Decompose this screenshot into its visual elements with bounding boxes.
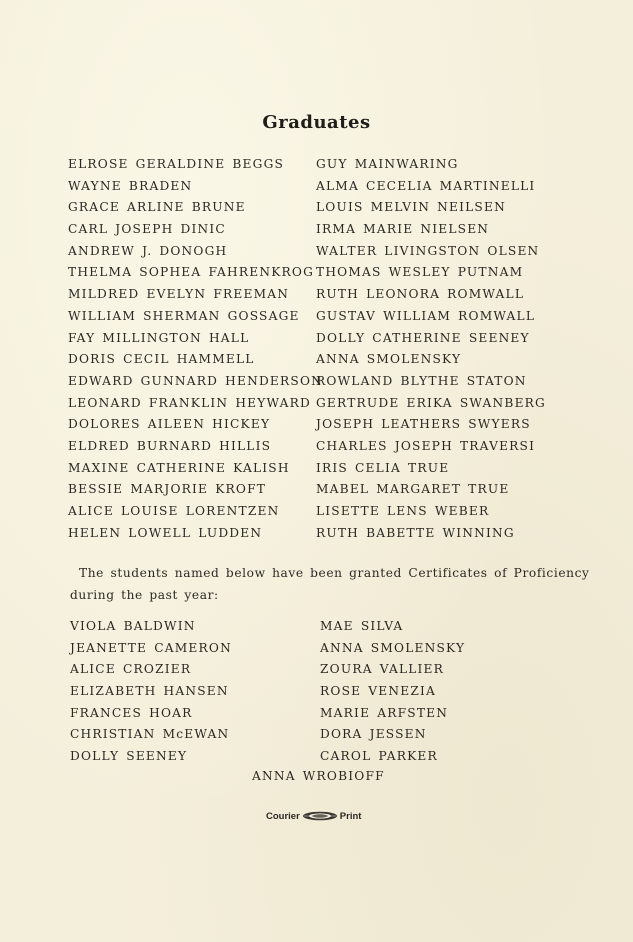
graduate-name: GERTRUDE ERIKA SWANBERG <box>316 395 546 410</box>
graduate-name: FAY MILLINGTON HALL <box>68 330 250 345</box>
certificate-name: ZOURA VALLIER <box>320 662 445 677</box>
certificate-name: ANNA SMOLENSKY <box>320 640 466 655</box>
graduate-name: MAXINE CATHERINE KALISH <box>68 460 290 475</box>
certificate-name: CHRISTIAN McEWAN <box>70 727 230 742</box>
graduate-name: WILLIAM SHERMAN GOSSAGE <box>68 308 300 323</box>
graduates-right-column <box>316 154 616 544</box>
graduate-name: GUY MAINWARING <box>316 157 459 171</box>
certificate-name: CAROL PARKER <box>320 749 438 764</box>
graduate-name: DOLORES AILEEN HICKEY <box>68 417 271 432</box>
certificate-name: ROSE VENEZIA <box>320 684 437 699</box>
graduate-name: CHARLES JOSEPH TRAVERSI <box>316 438 536 453</box>
certificate-name: VIOLA BALDWIN <box>70 619 196 633</box>
graduate-name: BESSIE MARJORIE KROFT <box>68 482 267 497</box>
certificates-intro <box>70 563 590 606</box>
graduate-name: WALTER LIVINGSTON OLSEN <box>316 243 540 258</box>
graduate-name: THOMAS WESLEY PUTNAM <box>316 265 524 280</box>
union-label-icon <box>302 811 338 821</box>
certificate-name: ELIZABETH HANSEN <box>70 684 229 699</box>
graduate-name: ELDRED BURNARD HILLIS <box>68 438 272 453</box>
graduate-name: EDWARD GUNNARD HENDERSON <box>68 373 324 388</box>
graduate-name: IRMA MARIE NIELSEN <box>316 222 490 237</box>
printer-name: Courier <box>266 810 300 822</box>
graduate-name: GRACE ARLINE BRUNE <box>68 200 246 215</box>
graduate-name: CARL JOSEPH DINIC <box>68 222 226 237</box>
certificates-right-column <box>320 616 580 768</box>
certificates-intro-line: during the past year: <box>70 587 219 602</box>
graduate-name: THELMA SOPHEA FAHRENKROG <box>68 265 315 280</box>
certificate-name: JEANETTE CAMERON <box>70 640 232 655</box>
graduate-name: LEONARD FRANKLIN HEYWARD <box>68 395 311 410</box>
certificate-name: MARIE ARFSTEN <box>320 705 449 720</box>
graduates-left-column <box>68 154 324 544</box>
certificate-name: DORA JESSEN <box>320 727 427 742</box>
graduate-name: WAYNE BRADEN <box>68 178 193 193</box>
graduate-name: RUTH BABETTE WINNING <box>316 525 515 540</box>
graduate-name: MABEL MARGARET TRUE <box>316 482 510 497</box>
graduate-name: RUTH LEONORA ROMWALL <box>316 287 525 302</box>
graduate-name: ANNA SMOLENSKY <box>316 352 462 367</box>
graduate-name: HELEN LOWELL LUDDEN <box>68 525 263 540</box>
graduate-name: ANDREW J. DONOGH <box>68 243 228 258</box>
graduate-name: DORIS CECIL HAMMELL <box>68 352 255 367</box>
printer-word: Print <box>339 810 362 822</box>
graduate-name: LOUIS MELVIN NEILSEN <box>316 200 506 215</box>
certificates-left-column <box>70 616 310 768</box>
graduate-name: ROWLAND BLYTHE STATON <box>316 373 527 388</box>
graduate-name: LISETTE LENS WEBER <box>316 504 490 518</box>
graduate-name: GUSTAV WILLIAM ROMWALL <box>316 308 536 323</box>
graduate-name: JOSEPH LEATHERS SWYERS <box>316 417 531 432</box>
graduate-name: IRIS CELIA TRUE <box>316 460 450 475</box>
page-title: Graduates <box>262 112 371 133</box>
certificates-intro-line: The students named below have been granted Certificates of Proficiency <box>79 566 590 580</box>
graduate-name: ELROSE GERALDINE BEGGS <box>68 157 285 171</box>
certificate-name: FRANCES HOAR <box>70 705 193 720</box>
certificate-name-centered: ANNA WROBIOFF <box>252 769 385 783</box>
certificate-name: DOLLY SEENEY <box>70 749 188 764</box>
graduate-name: ALICE LOUISE LORENTZEN <box>68 504 280 518</box>
graduate-name: DOLLY CATHERINE SEENEY <box>316 330 530 345</box>
certificate-name: MAE SILVA <box>320 619 404 633</box>
graduate-name: MILDRED EVELYN FREEMAN <box>68 287 290 302</box>
graduate-name: ALMA CECELIA MARTINELLI <box>316 178 536 193</box>
certificate-name: ALICE CROZIER <box>70 662 192 677</box>
printer-mark <box>266 808 361 824</box>
